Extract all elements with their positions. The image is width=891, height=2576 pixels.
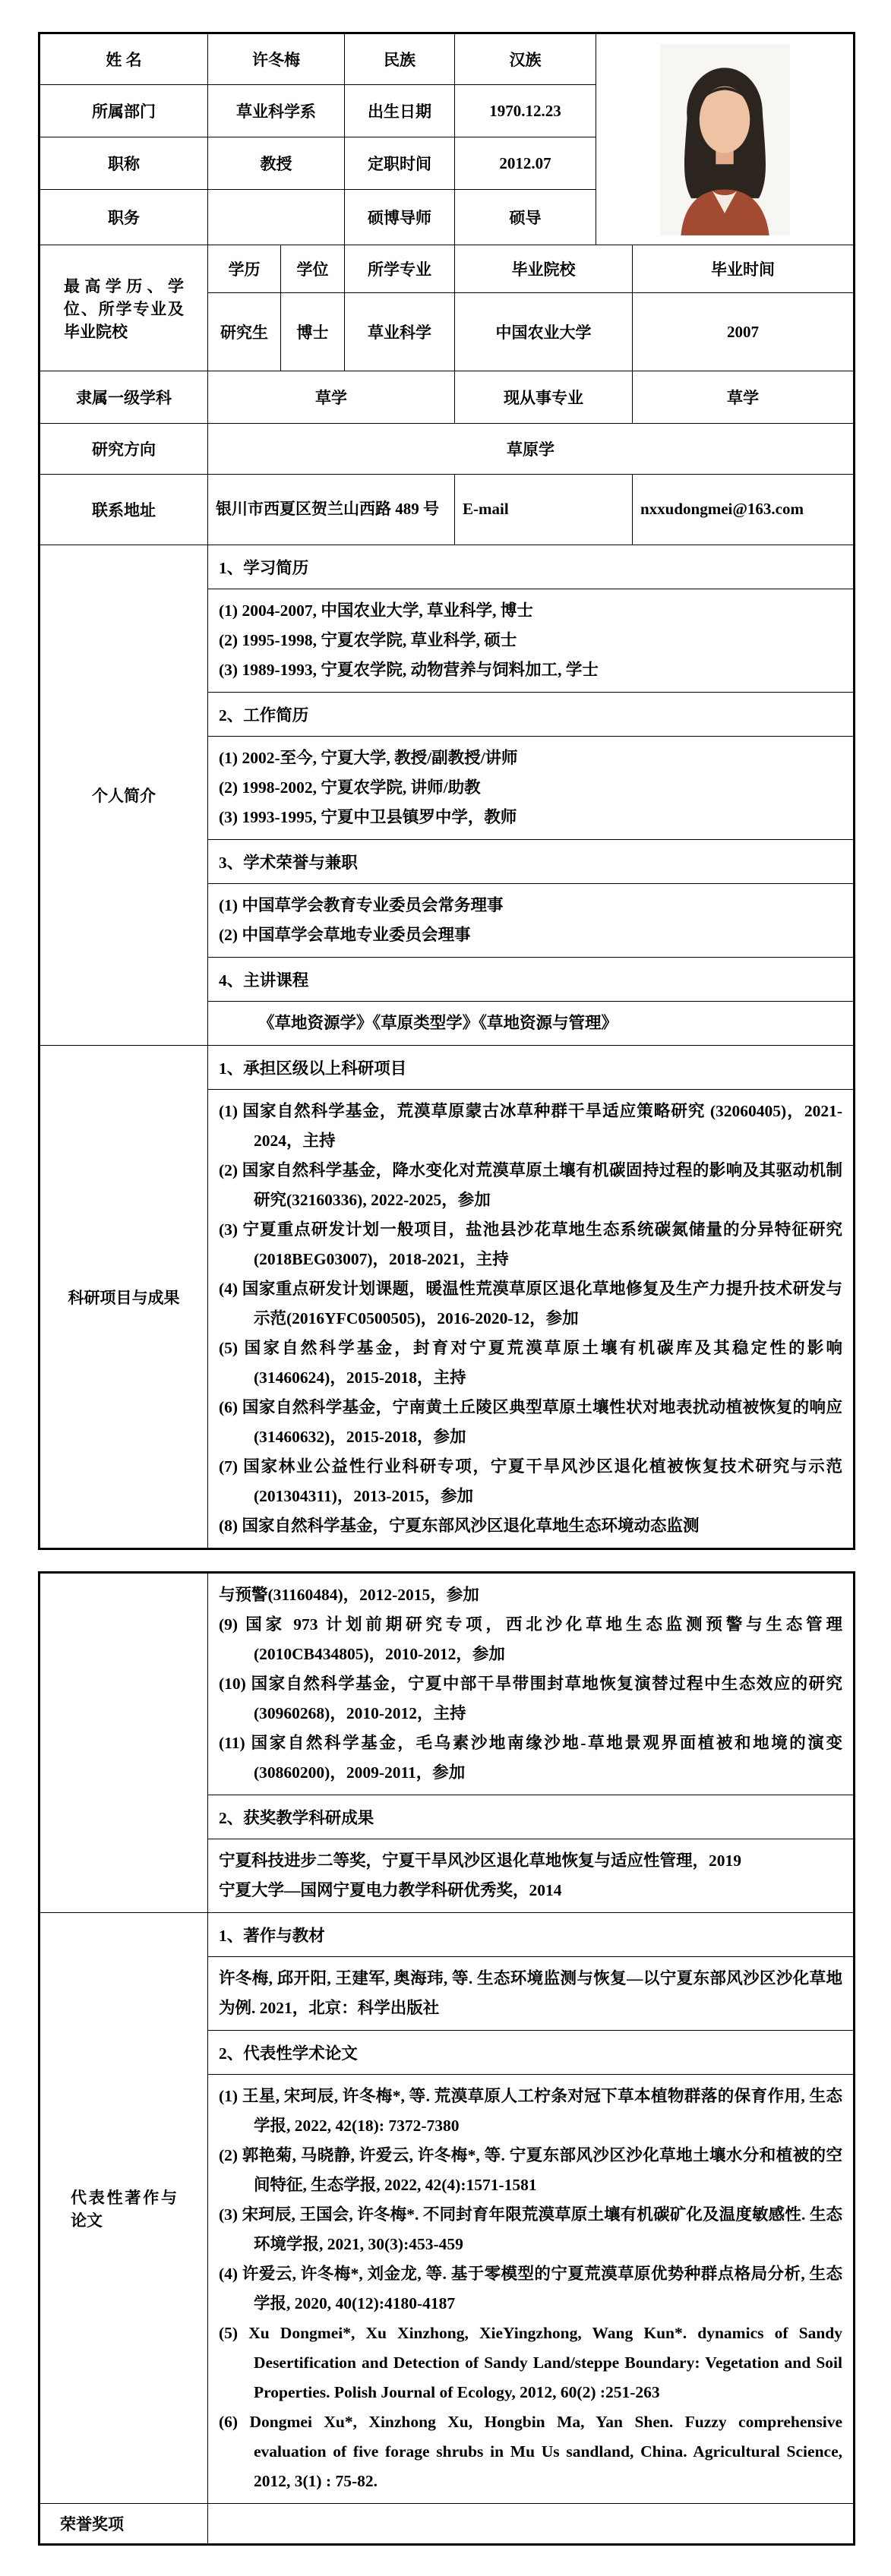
honors-label: 荣誉奖项 [39,2504,208,2545]
row-research-projects-page2 [39,1573,855,1795]
education-label: 最高学历、学位、所学专业及毕业院校 [39,245,208,371]
current-major-label: 现从事专业 [455,371,633,424]
research-label: 科研项目与成果 [39,1046,208,1549]
list-item: (6) Dongmei Xu*, Xinzhong Xu, Hongbin Ma, Yan Shen. Fuzzy comprehensive evaluation of five forage shrubs in Mu Us sandland, China. Agricultural Science, 2012, 3(1) : 75-82. [219,2413,842,2490]
research-awards-list [208,1839,855,1913]
list-item: (1) 王星, 宋珂辰, 许冬梅*, 等. 荒漠草原人工柠条对冠下草本植物群落的保育作用, 生态学报, 2022, 42(18): 7372-7380 [219,2087,842,2135]
row-research-direction [39,424,855,475]
supervisor-value: 硕导 [455,190,596,245]
research-projects-header: 1、承担区级以上科研项目 [208,1046,855,1090]
title-value: 教授 [208,137,345,190]
name-value: 许冬梅 [208,33,345,85]
row-education-header [39,245,855,293]
contact-label: 联系地址 [39,475,208,545]
row-contact [39,475,855,545]
publications-book-cell [208,1957,855,2031]
list-item: (1) 2004-2007, 中国农业大学, 草业科学, 博士 [219,601,533,620]
research-projects-list [208,1090,855,1549]
row-honors [39,2504,855,2545]
research-projects-list-continued [208,1573,855,1795]
list-item: (5) Xu Dongmei*, Xu Xinzhong, XieYingzhong, Wang Kun*. dynamics of Sandy Desertification and Detection of Sandy Land/steppe Boundary: Vegetation and Soil Properties. Polish Journal of Ecology, 2012, 60(2) :251-263 [219,2324,842,2401]
research-direction-label: 研究方向 [39,424,208,475]
cv-table-page1 [38,32,855,1550]
row-research-projects-header [39,1046,855,1090]
list-item: (3) 1993-1995, 宁夏中卫县镇罗中学，教师 [219,808,517,826]
edu-col-grad-time: 毕业时间 [633,245,855,293]
cv-table-page2 [38,1571,855,2546]
list-item: (6) 国家自然科学基金，宁南黄土丘陵区典型草原土壤性状对地表扰动植被恢复的响应(31460632)，2015-2018，参加 [219,1398,842,1446]
discipline-label: 隶属一级学科 [39,371,208,424]
list-item: (7) 国家林业公益性行业科研专项，宁夏干旱风沙区退化植被恢复技术研究与示范(201304311)，2013-2015，参加 [219,1457,842,1505]
edu-grad-time: 2007 [633,293,855,371]
dept-label: 所属部门 [39,85,208,137]
research-label-continued [39,1573,208,1913]
row-discipline [39,371,855,424]
award-item: 宁夏大学—国网宁夏电力教学科研优秀奖，2014 [219,1881,562,1899]
list-item: (1) 2002-至今, 宁夏大学, 教授/副教授/讲师 [219,749,518,767]
birth-value: 1970.12.23 [455,85,596,137]
list-item: (2) 1998-2002, 宁夏农学院, 讲师/助教 [219,778,481,797]
edu-col-major: 所学专业 [345,245,455,293]
profile-work-items [208,737,855,840]
list-item: (3) 1989-1993, 宁夏农学院, 动物营养与饲料加工, 学士 [219,661,599,679]
list-item: (2) 中国草学会草地专业委员会理事 [219,926,471,944]
row-publications-books-header [39,1913,855,1957]
edu-col-school: 毕业院校 [455,245,633,293]
publications-label: 代表性著作与论文 [39,1913,208,2504]
book-item: 许冬梅, 邱开阳, 王建军, 奥海玮, 等. 生态环境监测与恢复—以宁夏东部风沙区沙化草地为例. 2021，北京：科学出版社 [219,1969,842,2017]
contact-address: 银川市西夏区贺兰山西路 489 号 [208,475,455,545]
profile-honor-header: 3、学术荣誉与兼职 [208,840,855,884]
discipline-value: 草学 [208,371,455,424]
list-item: (1) 中国草学会教育专业委员会常务理事 [219,896,504,914]
list-item: (8) 国家自然科学基金，宁夏东部风沙区退化草地生态环境动态监测 [219,1517,700,1535]
list-item: (1) 国家自然科学基金，荒漠草原蒙古冰草种群干旱适应策略研究 (32060405)，2021-2024，主持 [219,1102,842,1150]
name-label: 姓 名 [39,33,208,85]
birth-label: 出生日期 [345,85,455,137]
edu-col-degree-level: 学历 [208,245,281,293]
edu-degree: 博士 [281,293,345,371]
profile-work-header: 2、工作简历 [208,693,855,737]
ethnic-value: 汉族 [455,33,596,85]
publications-papers-list [208,2075,855,2504]
supervisor-label: 硕博导师 [345,190,455,245]
portrait-photo-cell [596,33,855,245]
current-major-value: 草学 [633,371,855,424]
title-label: 职称 [39,137,208,190]
list-item-continuation: 与预警(31160484)，2012-2015，参加 [219,1586,479,1604]
row-name [39,33,855,85]
list-item: (2) 郭艳菊, 马晓静, 许爱云, 许冬梅*, 等. 宁夏东部风沙区沙化草地土壤水分和植被的空间特征, 生态学报, 2022, 42(4):1571-1581 [219,2146,842,2194]
list-item: (4) 许爱云, 许冬梅*, 刘金龙, 等. 基于零模型的宁夏荒漠草原优势种群点格局分析, 生态学报, 2020, 40(12):4180-4187 [219,2265,842,2312]
course-list: 《草地资源学》《草原类型学》《草地资源与管理》 [258,1014,618,1032]
list-item: (2) 1995-1998, 宁夏农学院, 草业科学, 硕士 [219,631,517,649]
email-value: nxxudongmei@163.com [633,475,855,545]
edu-school: 中国农业大学 [455,293,633,371]
list-item: (9) 国家 973 计划前期研究专项，西北沙化草地生态监测预警与生态管理(2010CB434805)，2010-2012，参加 [219,1615,842,1663]
ethnic-label: 民族 [345,33,455,85]
profile-edu-items [208,589,855,693]
publications-papers-header: 2、代表性学术论文 [208,2031,855,2075]
dept-value: 草业科学系 [208,85,345,137]
profile-edu-header: 1、学习简历 [208,545,855,589]
profile-course-header: 4、主讲课程 [208,958,855,1002]
honors-value [208,2504,855,2545]
list-item: (3) 宋珂辰, 王国会, 许冬梅*. 不同封育年限荒漠草原土壤有机碳矿化及温度敏感性. 生态环境学报, 2021, 30(3):453-459 [219,2205,842,2253]
list-item: (10) 国家自然科学基金，宁夏中部干旱带围封草地恢复演替过程中生态效应的研究(30960268)，2010-2012，主持 [219,1675,842,1722]
title-date-label: 定职时间 [345,137,455,190]
list-item: (3) 宁夏重点研发计划一般项目，盐池县沙花草地生态系统碳氮储量的分异特征研究(2018BEG03007)，2018-2021，主持 [219,1220,842,1268]
page-break-gap [38,1550,853,1571]
research-direction-value: 草原学 [208,424,855,475]
email-label: E-mail [455,475,633,545]
edu-col-degree: 学位 [281,245,345,293]
list-item: (4) 国家重点研发计划课题，暖温性荒漠草原区退化草地修复及生产力提升技术研发与示范(2016YFC0500505)，2016-2020-12，参加 [219,1280,842,1327]
profile-courses-cell [208,1002,855,1046]
publications-books-header: 1、著作与教材 [208,1913,855,1957]
edu-degree-level: 研究生 [208,293,281,371]
duty-label: 职务 [39,190,208,245]
list-item: (2) 国家自然科学基金，降水变化对荒漠草原土壤有机碳固持过程的影响及其驱动机制研究(32160336), 2022-2025，参加 [219,1161,842,1209]
list-item: (11) 国家自然科学基金，毛乌素沙地南缘沙地-草地景观界面植被和地境的演变(30860200)，2009-2011，参加 [219,1734,842,1782]
portrait-photo [659,44,791,235]
edu-major: 草业科学 [345,293,455,371]
award-item: 宁夏科技进步二等奖，宁夏干旱风沙区退化草地恢复与适应性管理，2019 [219,1852,742,1870]
title-date-value: 2012.07 [455,137,596,190]
list-item: (5) 国家自然科学基金，封育对宁夏荒漠草原土壤有机碳库及其稳定性的影响(31460624)，2015-2018，主持 [219,1339,842,1387]
row-profile-edu-header [39,545,855,589]
research-awards-header: 2、获奖教学科研成果 [208,1795,855,1839]
profile-honor-items [208,884,855,958]
profile-label: 个人简介 [39,545,208,1046]
duty-value [208,190,345,245]
